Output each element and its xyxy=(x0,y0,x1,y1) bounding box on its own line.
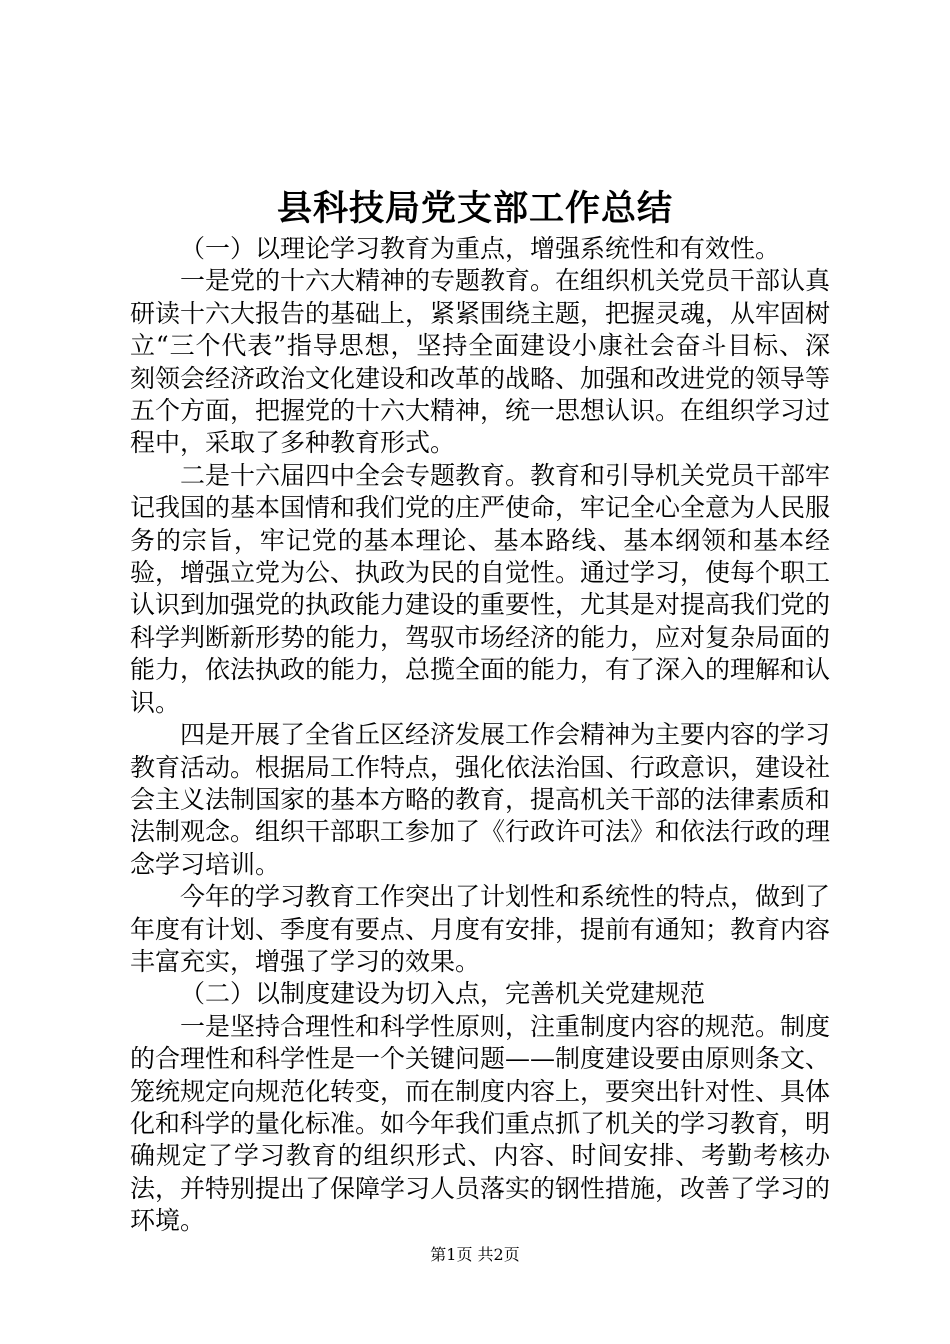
document-title: 县科技局党支部工作总结 xyxy=(276,189,673,229)
paragraph-item-1: 一是党的十六大精神的专题教育。在组织机关党员干部认真研读十六大报告的基础上，紧紧围绕主题，把握灵魂，从牢固树立“三个代表”指导思想，坚持全面建设小康社会奋斗目标、深刻领会经济政治文化建设和改革的战略、加强和改进党的领导等五个方面，把握党的十六大精神，统一思想认识。在组织学习过程中，采取了多种教育形式。 xyxy=(130,266,831,458)
paragraph-item-2: 二是十六届四中全会专题教育。教育和引导机关党员干部牢记我国的基本国情和我们党的庄严使命，牢记全心全意为人民服务的宗旨，牢记党的基本理论、基本路线、基本纲领和基本经验，增强立党为公、执政为民的自觉性。通过学习，使每个职工认识到加强党的执政能力建设的重要性，尤其是对提高我们党的科学判断新形势的能力，驾驭市场经济的能力，应对复杂局面的能力，依法执政的能力，总揽全面的能力，有了深入的理解和认识。 xyxy=(130,460,831,717)
paragraph-section-2-item-1: 一是坚持合理性和科学性原则，注重制度内容的规范。制度的合理性和科学性是一个关键问题——制度建设要由原则条文、笼统规定向规范化转变，而在制度内容上，要突出针对性、具体化和科学的量化标准。如今年我们重点抓了机关的学习教育，明确规定了学习教育的组织形式、内容、时间安排、考勤考核办法，并特别提出了保障学习人员落实的钢性措施，改善了学习的环境。 xyxy=(130,1011,831,1236)
document-body xyxy=(130,233,830,1238)
paragraph-summary: 今年的学习教育工作突出了计划性和系统性的特点，做到了年度有计划、季度有要点、月度有安排，提前有通知；教育内容丰富充实，增强了学习的效果。 xyxy=(130,882,831,976)
paragraph-section-1-heading: （一）以理论学习教育为重点，增强系统性和有效性。 xyxy=(180,234,781,263)
paragraph-section-2-heading: （二）以制度建设为切入点，完善机关党建规范 xyxy=(180,979,706,1009)
paragraph-item-4: 四是开展了全省丘区经济发展工作会精神为主要内容的学习教育活动。根据局工作特点，强化依法治国、行政意识，建设社会主义法制国家的基本方略的教育，提高机关干部的法律素质和法制观念。组织干部职工参加了《行政许可法》和依法行政的理念学习培训。 xyxy=(130,720,831,879)
page-number: 第1页 共2页 xyxy=(430,1245,520,1264)
